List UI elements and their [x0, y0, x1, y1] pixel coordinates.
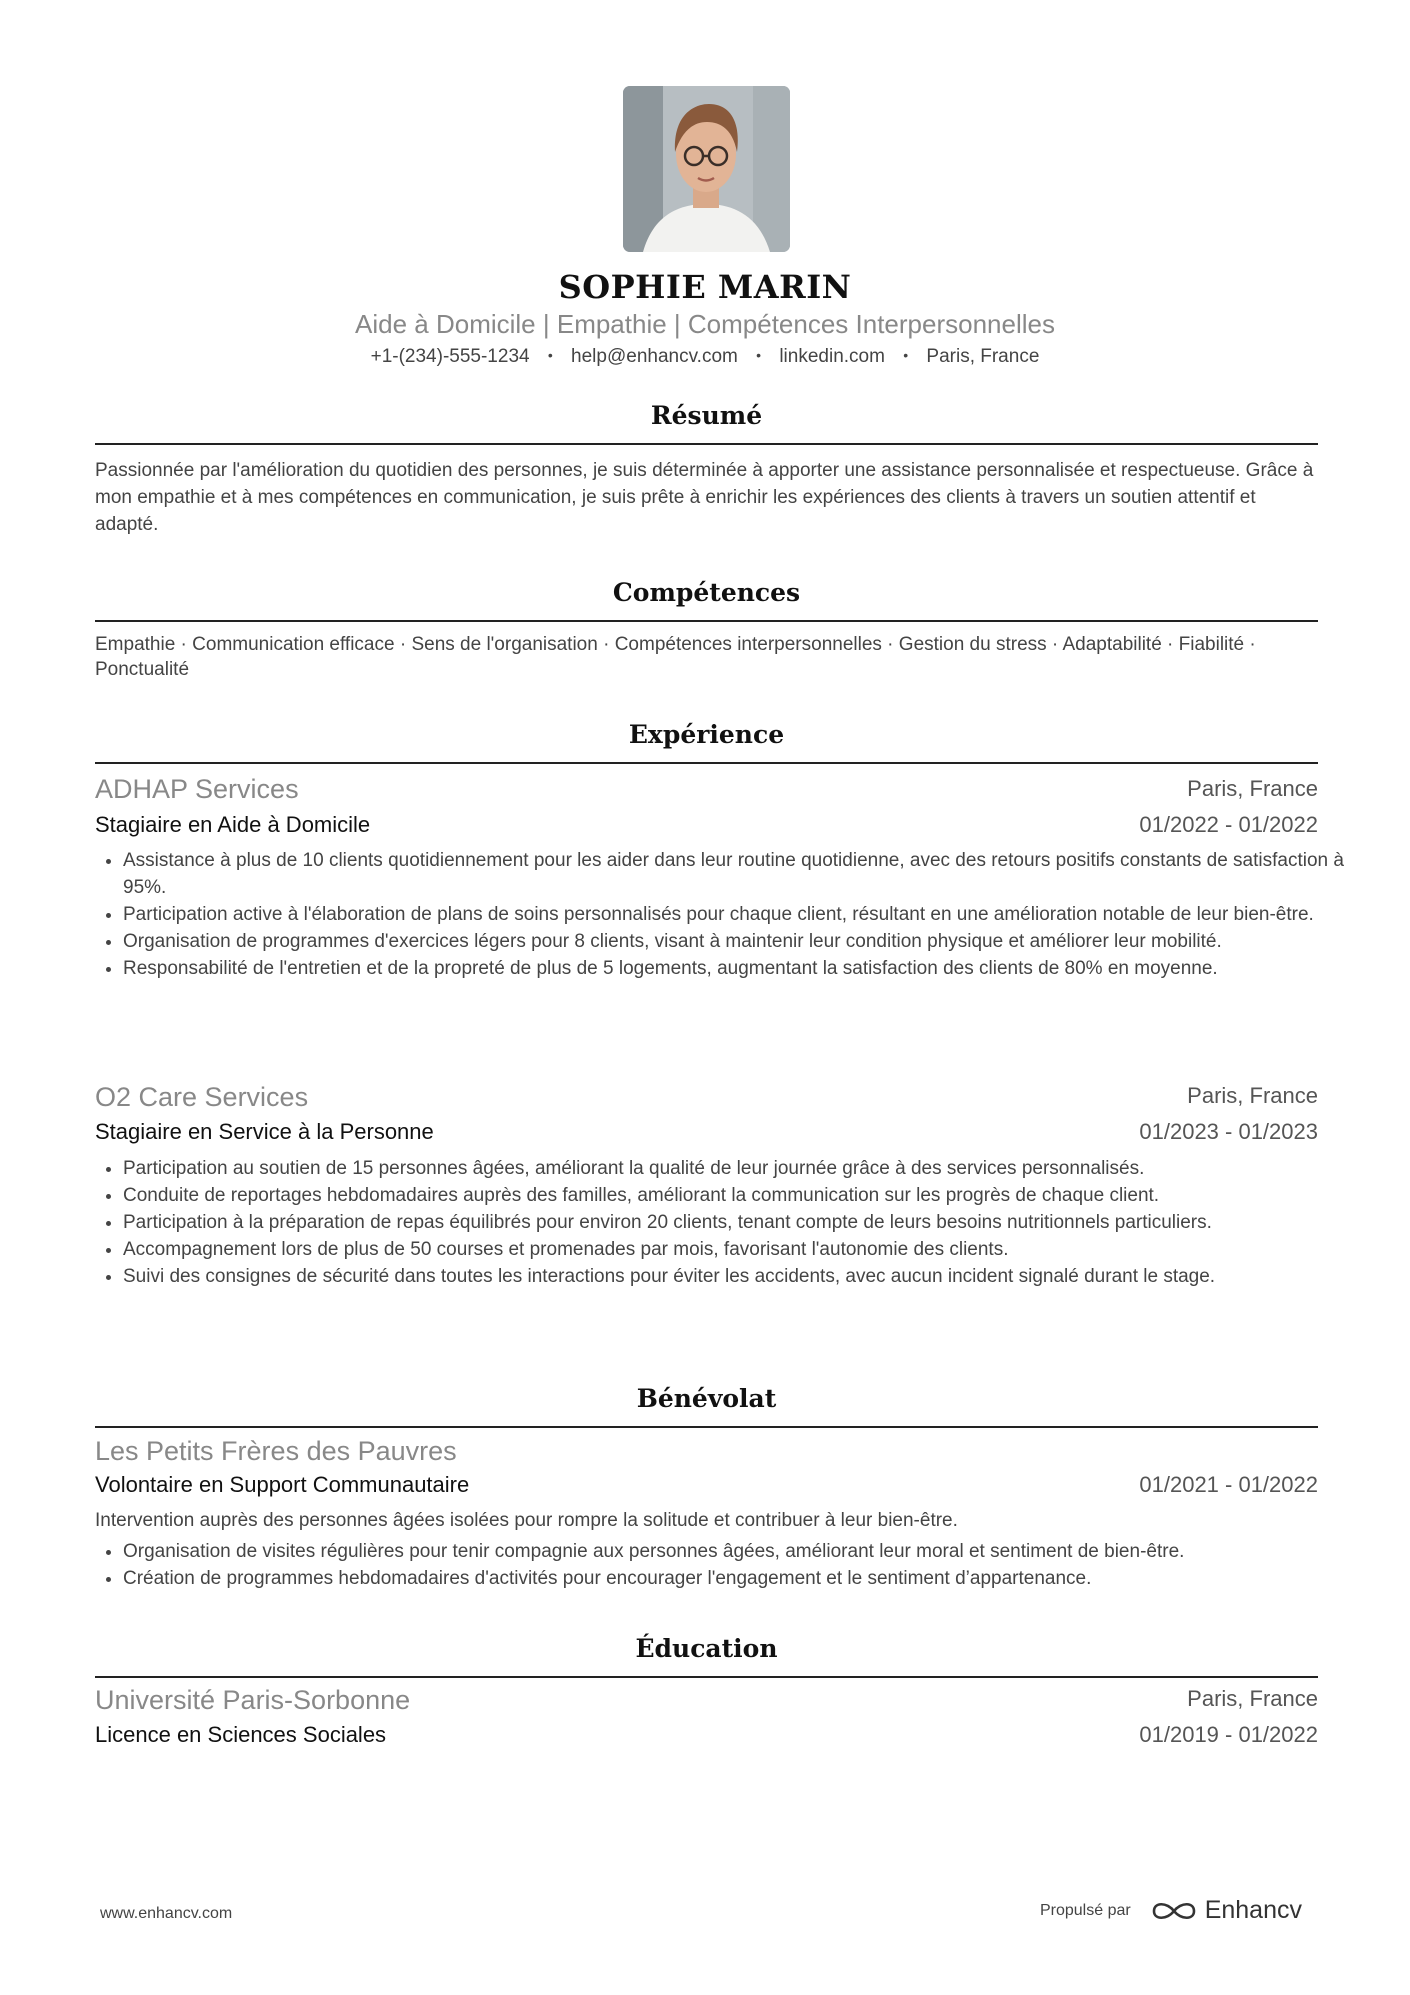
footer-branding — [1040, 1896, 1302, 1925]
section-divider — [95, 620, 1318, 622]
section-divider — [95, 762, 1318, 764]
experience-role: Stagiaire en Service à la Personne — [95, 1119, 434, 1144]
bullet-item: • Création de programmes hebdomadaires d'activités pour encourager l'engagement et le sentiment d’appartenance. — [123, 1565, 1353, 1592]
location: Paris, France — [926, 346, 1040, 367]
experience-org: ADHAP Services — [95, 774, 299, 804]
enhancv-logo-icon — [1151, 1898, 1197, 1924]
education-degree: Licence en Sciences Sociales — [95, 1722, 387, 1747]
bullet-item: • Participation au soutien de 15 personnes âgées, améliorant la qualité de leur journée grâce à des services personnalisés. — [123, 1155, 1353, 1182]
volunteering-dates: 01/2021 - 01/2022 — [1139, 1472, 1318, 1497]
bullet-item: • Participation à la préparation de repas équilibrés pour environ 20 clients, tenant compte de leurs besoins nutritionnels particuliers. — [123, 1209, 1353, 1236]
experience-bullets — [95, 847, 1353, 982]
experience-location: Paris, France — [1187, 776, 1318, 801]
education-location: Paris, France — [1187, 1686, 1318, 1711]
brand-name[interactable]: Enhancv — [1204, 1896, 1302, 1924]
experience-dates: 01/2023 - 01/2023 — [1139, 1119, 1318, 1144]
bullet-item: • Accompagnement lors de plus de 50 courses et promenades par mois, favorisant l'autonomie des clients. — [123, 1236, 1353, 1263]
experience-location: Paris, France — [1187, 1083, 1318, 1108]
separator-dot: • — [756, 347, 762, 363]
person-portrait-icon — [623, 86, 790, 252]
bullet-item: • Participation active à l'élaboration de plans de soins personnalisés pour chaque client, résultant en une amélioration notable de leur bien-être. — [123, 901, 1353, 928]
contact-line — [0, 346, 1410, 368]
volunteering-description: Intervention auprès des personnes âgées isolées pour rompre la solitude et contribuer à leur bien-être. — [95, 1510, 958, 1531]
education-school: Université Paris-Sorbonne — [95, 1685, 411, 1715]
section-title-volunteering: Bénévolat — [636, 1384, 777, 1413]
section-title-skills: Compétences — [612, 578, 801, 607]
headline: Aide à Domicile | Empathie | Compétences Interpersonnelles — [355, 309, 1055, 339]
phone[interactable]: +1-(234)-555-1234 — [370, 346, 530, 367]
section-divider — [95, 1676, 1318, 1678]
bullet-item: • Organisation de programmes d'exercices légers pour 8 clients, visant à maintenir leur condition physique et améliorer leur mobilité. — [123, 928, 1353, 955]
volunteering-bullets — [95, 1538, 1353, 1592]
bullet-item: • Organisation de visites régulières pour tenir compagnie aux personnes âgées, améliorant leur moral et sentiment de bien-être. — [123, 1538, 1353, 1565]
section-title-summary: Résumé — [650, 401, 763, 430]
section-title-education: Éducation — [635, 1634, 778, 1663]
section-divider — [95, 443, 1318, 445]
linkedin-link[interactable]: linkedin.com — [779, 346, 885, 367]
bullet-item: • Conduite de reportages hebdomadaires auprès des familles, améliorant la communication sur les progrès de chaque client. — [123, 1182, 1353, 1209]
section-divider — [95, 1426, 1318, 1428]
section-title-experience: Expérience — [628, 720, 785, 749]
summary-text: Passionnée par l'amélioration du quotidien des personnes, je suis déterminée à apporter une assistance personnalisée et respectueuse. Grâce à mon empathie et à mes compétences en communication, je suis prête à enrichir les expériences des clients à travers un soutien attentif et adapté. — [95, 460, 1314, 535]
experience-role: Stagiaire en Aide à Domicile — [95, 812, 371, 837]
profile-photo — [623, 86, 790, 252]
volunteering-org: Les Petits Frères des Pauvres — [95, 1436, 457, 1466]
bullet-item: • Responsabilité de l'entretien et de la propreté de plus de 5 logements, augmentant la satisfaction des clients de 80% en moyenne. — [123, 955, 1353, 982]
experience-org: O2 Care Services — [95, 1082, 309, 1112]
experience-dates: 01/2022 - 01/2022 — [1139, 812, 1318, 837]
separator-dot: • — [903, 347, 909, 363]
candidate-name: SOPHIE MARIN — [558, 268, 852, 306]
education-dates: 01/2019 - 01/2022 — [1139, 1722, 1318, 1747]
separator-dot: • — [547, 347, 553, 363]
bullet-item: • Suivi des consignes de sécurité dans toutes les interactions pour éviter les accidents, avec aucun incident signalé durant le stage. — [123, 1263, 1353, 1290]
volunteering-role: Volontaire en Support Communautaire — [95, 1472, 470, 1497]
email-link[interactable]: help@enhancv.com — [571, 346, 738, 367]
experience-bullets — [95, 1155, 1353, 1290]
skills-text: Empathie · Communication efficace · Sens de l'organisation · Compétences interpersonnelles · Gestion du stress · Adaptabilité · Fiabilité · Ponctualité — [95, 634, 1256, 680]
bullet-item: • Assistance à plus de 10 clients quotidiennement pour les aider dans leur routine quotidienne, avec des retours positifs constants de satisfaction à 95%. — [123, 847, 1353, 901]
powered-by-label: Propulsé par — [1039, 1901, 1131, 1919]
footer-website-link[interactable]: www.enhancv.com — [100, 1905, 233, 1922]
